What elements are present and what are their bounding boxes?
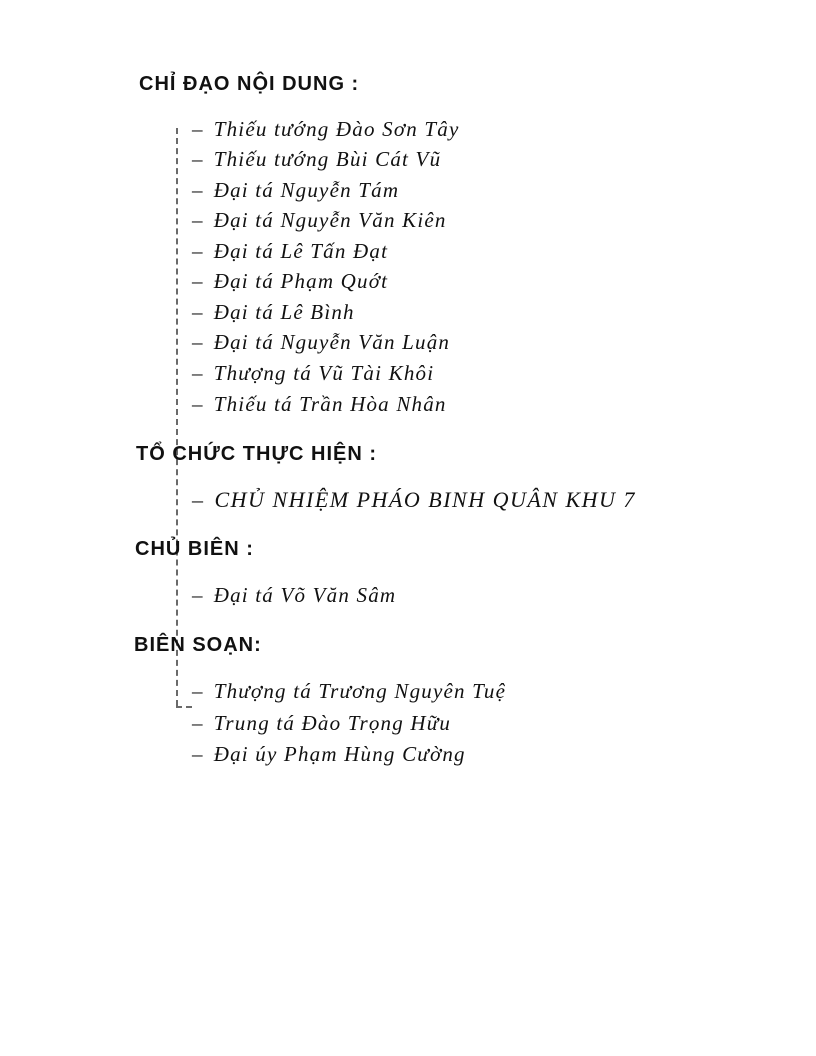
scan-guide-tick xyxy=(176,706,192,708)
list-item: – CHỦ NHIỆM PHÁO BINH QUÂN KHU 7 xyxy=(192,487,636,512)
list-item: – Đại tá Nguyễn Văn Luận xyxy=(192,330,451,354)
list-item: – Thiếu tướng Đào Sơn Tây xyxy=(192,117,460,141)
list-item: – Đại tá Lê Tấn Đạt xyxy=(192,239,389,263)
heading-bien-soan: BIÊN SOẠN: xyxy=(134,634,262,656)
list-item: – Đại úy Phạm Hùng Cường xyxy=(192,742,466,766)
list-item: – Thượng tá Trương Nguyên Tuệ xyxy=(192,679,507,703)
heading-chi-dao-noi-dung: CHỈ ĐẠO NỘI DUNG : xyxy=(139,73,360,95)
heading-to-chuc-thuc-hien: TỔ CHỨC THỰC HIỆN : xyxy=(136,443,378,465)
list-item: – Thiếu tá Trần Hòa Nhân xyxy=(192,392,447,416)
list-item: – Đại tá Nguyễn Tám xyxy=(192,178,400,202)
list-item: – Thượng tá Vũ Tài Khôi xyxy=(192,361,435,385)
list-item: – Đại tá Lê Bình xyxy=(192,300,355,324)
list-item: – Thiếu tướng Bùi Cát Vũ xyxy=(192,147,442,171)
scan-guide-line xyxy=(176,128,178,706)
list-item: – Đại tá Phạm Quớt xyxy=(192,269,389,293)
heading-chu-bien: CHỦ BIÊN : xyxy=(135,538,254,560)
list-item: – Đại tá Nguyễn Văn Kiên xyxy=(192,208,447,232)
list-item: – Trung tá Đào Trọng Hữu xyxy=(192,711,452,735)
list-item: – Đại tá Võ Văn Sâm xyxy=(192,583,397,607)
